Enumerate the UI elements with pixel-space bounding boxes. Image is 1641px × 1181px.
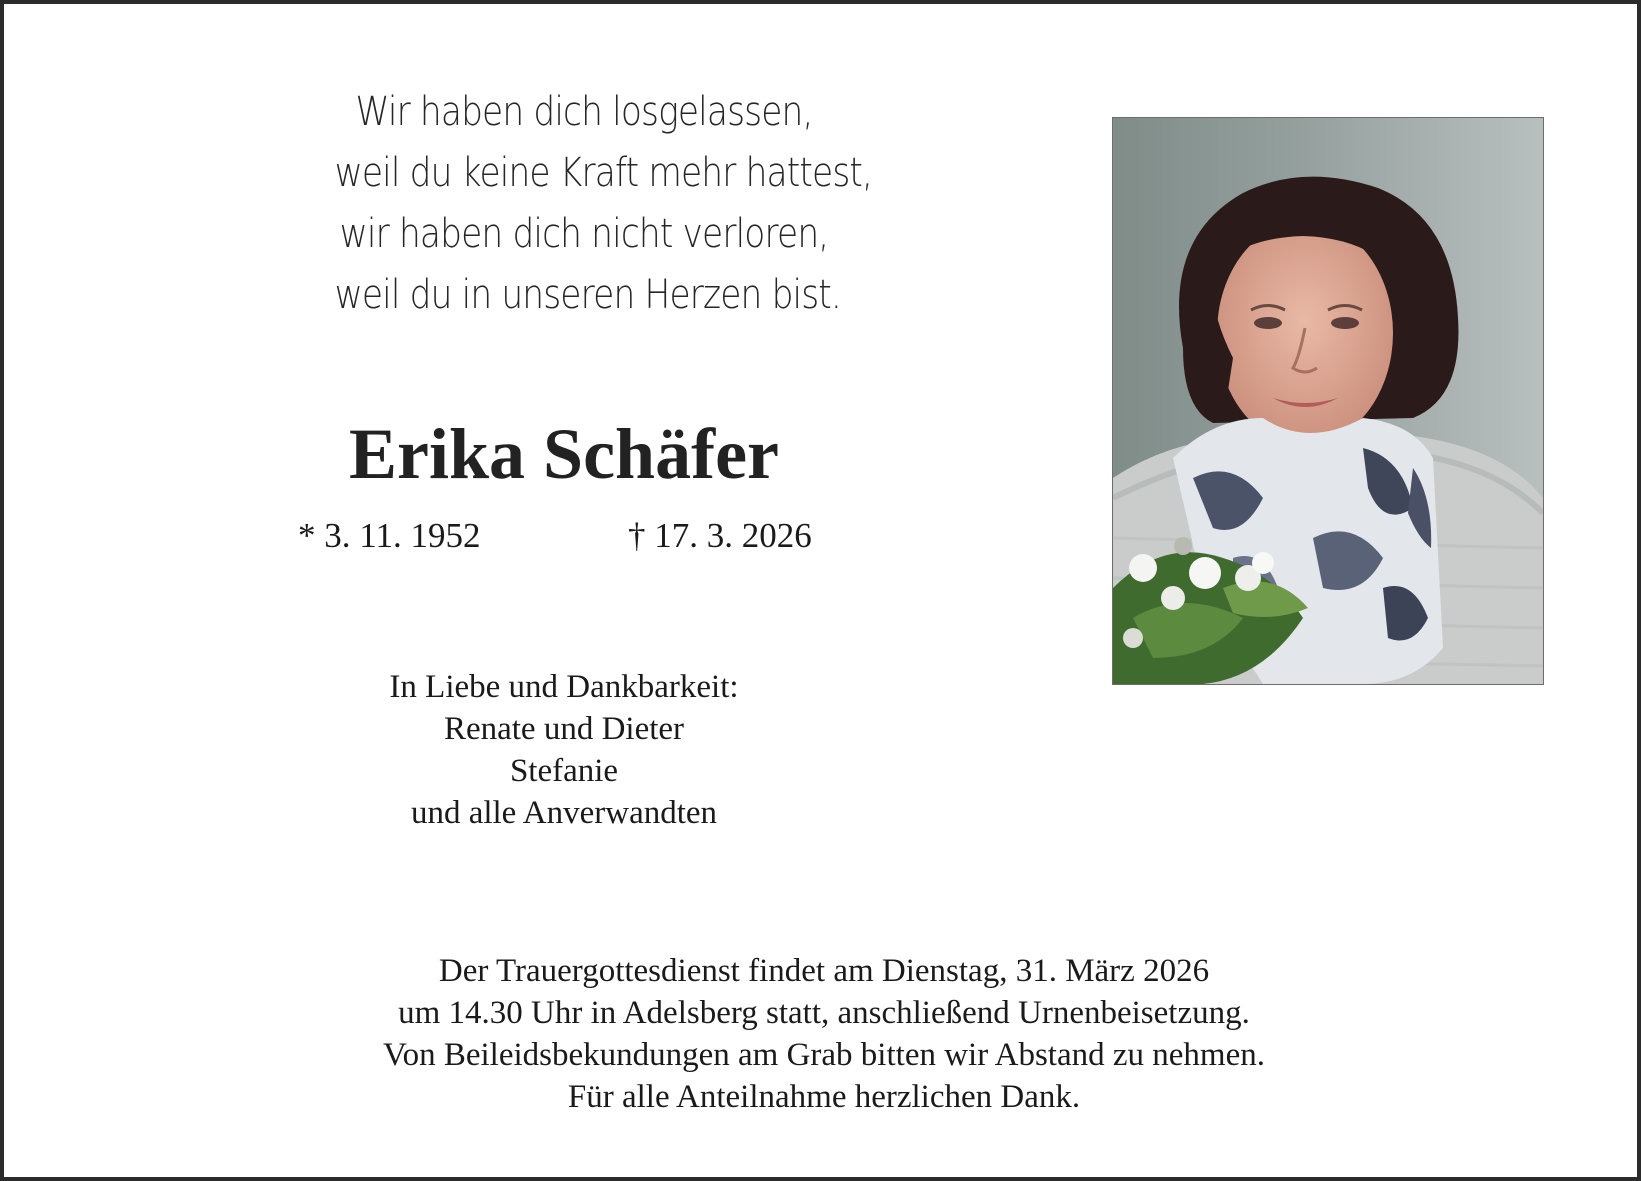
service-line: Für alle Anteilnahme herzlichen Dank. bbox=[567, 1079, 1081, 1115]
birth-date: * 3. 11. 1952 bbox=[298, 516, 481, 555]
family-line: und alle Anverwandten bbox=[410, 795, 718, 831]
poem bbox=[294, 82, 874, 326]
death-date: † 17. 3. 2026 bbox=[628, 516, 812, 555]
portrait-icon bbox=[1113, 118, 1543, 684]
poem-line: weil du keine Kraft mehr hattest, bbox=[334, 150, 873, 196]
deceased-name: Erika Schäfer bbox=[349, 414, 779, 494]
family-line: Renate und Dieter bbox=[443, 711, 685, 747]
service-line: Der Trauergottesdienst findet am Dienstag, 31. März 2026 bbox=[438, 953, 1210, 989]
service-line: Von Beileidsbekundungen am Grab bitten wir Abstand zu nehmen. bbox=[383, 1037, 1265, 1073]
poem-line: Wir haben dich losgelassen, bbox=[355, 89, 813, 135]
family-block bbox=[264, 666, 864, 834]
portrait-photo bbox=[1112, 117, 1544, 685]
family-line: Stefanie bbox=[509, 753, 619, 789]
family-line: In Liebe und Dankbarkeit: bbox=[389, 669, 739, 705]
service-line: um 14.30 Uhr in Adelsberg statt, anschließend Urnenbeisetzung. bbox=[398, 995, 1250, 1031]
poem-line: wir haben dich nicht verloren, bbox=[339, 211, 829, 257]
poem-line: weil du in unseren Herzen bist. bbox=[334, 272, 842, 318]
service-block bbox=[124, 950, 1524, 1118]
